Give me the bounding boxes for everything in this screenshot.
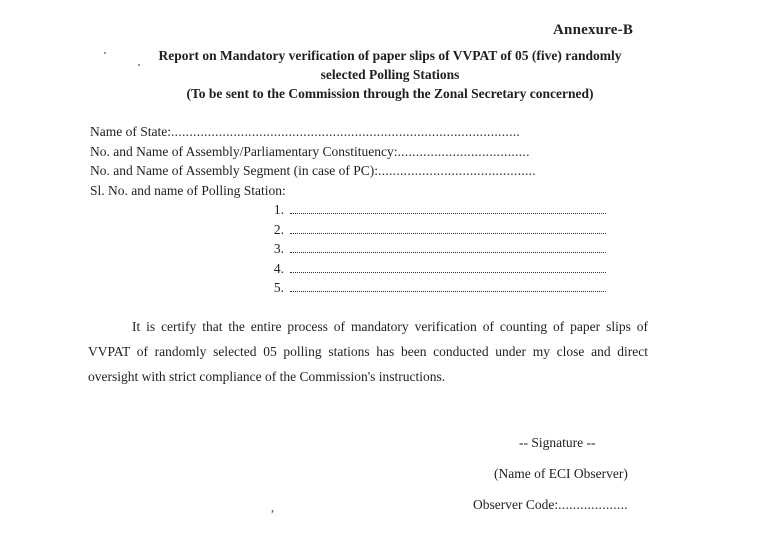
segment-blank: ...........................................	[377, 163, 536, 178]
annexure-label: Annexure-B	[553, 22, 634, 38]
station-number: 1.	[273, 202, 284, 217]
list-item	[260, 259, 606, 279]
scan-speck	[104, 52, 106, 54]
constituency-blank: ....................................	[397, 143, 530, 159]
list-item	[260, 278, 606, 298]
polling-station-field	[90, 181, 650, 201]
form-fields	[90, 122, 650, 200]
state-label: Name of State:	[90, 124, 171, 139]
segment-field	[90, 161, 650, 181]
observer-name-line: (Name of ECI Observer)	[494, 466, 628, 481]
state-blank: ...............................................................................................	[170, 124, 521, 139]
constituency-field	[90, 142, 650, 162]
constituency-label: No. and Name of Assembly/Parliamentary Constituency:	[90, 143, 398, 159]
signature-line: -- Signature --	[519, 435, 596, 450]
station-blank	[290, 279, 606, 292]
certification-paragraph: It is certify that the entire process of mandatory verification of counting of paper slips of VVPAT of randomly selected 05 polling stations has been conducted under my close and direct oversight with strict compliance of the Commission's instructions.	[88, 319, 648, 384]
observer-code-field	[473, 497, 628, 513]
station-blank	[290, 201, 606, 214]
station-blank	[290, 260, 606, 273]
state-field	[90, 122, 650, 142]
station-blank	[290, 240, 606, 253]
report-subtitle: (To be sent to the Commission through the Zonal Secretary concerned)	[186, 86, 594, 101]
station-number: 4.	[273, 260, 284, 276]
polling-station-label: Sl. No. and name of Polling Station:	[90, 182, 286, 198]
report-title	[60, 46, 720, 103]
observer-code-label: Observer Code:	[473, 497, 559, 512]
report-title-line-2: selected Polling Stations	[320, 67, 460, 82]
station-blank	[290, 221, 606, 234]
observer-code-blank: ...................	[558, 497, 628, 512]
segment-label: No. and Name of Assembly Segment (in case of PC):	[90, 163, 378, 178]
station-number: 3.	[273, 241, 284, 256]
list-item	[260, 239, 606, 259]
scan-speck	[138, 64, 140, 66]
station-number: 2.	[273, 221, 284, 237]
list-item	[260, 200, 606, 220]
station-number: 5.	[273, 280, 284, 295]
scan-artifact: ʼ	[270, 508, 275, 523]
report-title-line-1: Report on Mandatory verification of paper slips of VVPAT of 05 (five) randomly	[158, 48, 622, 63]
list-item	[260, 220, 606, 240]
polling-station-list	[260, 200, 606, 298]
